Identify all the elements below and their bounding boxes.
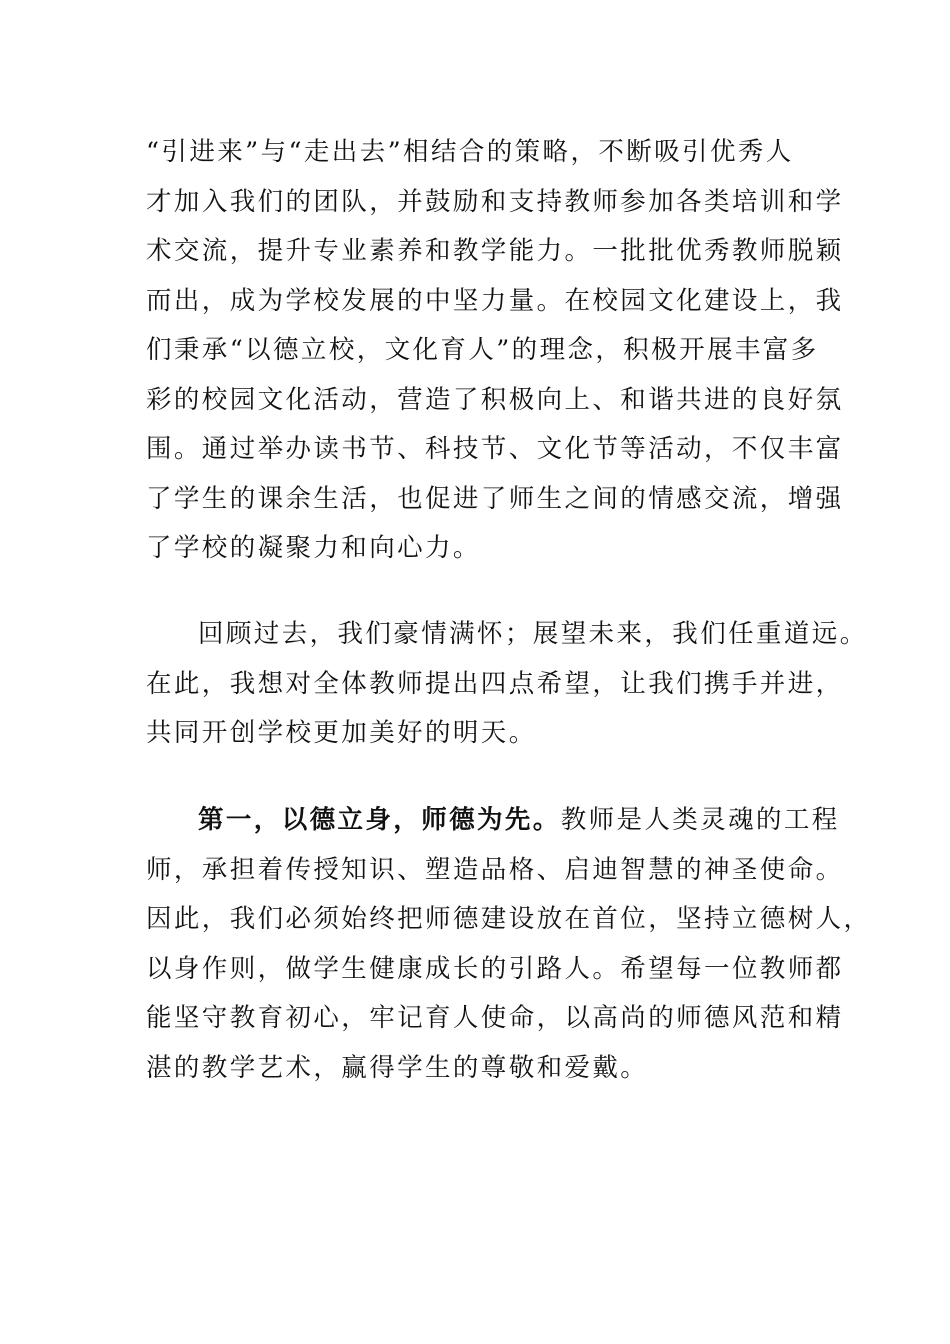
text-line: 术交流，提升专业素养和教学能力。一批批优秀教师脱颖 xyxy=(146,236,844,266)
text-run: 教师是人类灵魂的工程 xyxy=(560,805,840,835)
text-line: 湛的教学艺术，赢得学生的尊敬和爱戴。 xyxy=(146,1052,649,1083)
paragraph-first-hope xyxy=(146,796,872,1093)
text-line: 在此，我想对全体教师提出四点希望，让我们携手并进， xyxy=(146,668,844,699)
text-line: “引进来”与“走出去”相结合的策略，不断吸引优秀人 xyxy=(146,137,794,167)
text-line xyxy=(146,796,840,846)
paragraph-looking-ahead xyxy=(146,610,868,759)
paragraph-talent-and-culture xyxy=(146,128,844,574)
text-line: 了学校的凝聚力和向心力。 xyxy=(146,533,481,563)
text-line: 了学生的课余生活，也促进了师生之间的情感交流，增强 xyxy=(146,483,844,514)
text-line: 能坚守教育初心，牢记育人使命，以高尚的师德风范和精 xyxy=(146,1003,844,1033)
text-line: 以身作则，做学生健康成长的引路人。希望每一位教师都 xyxy=(146,953,844,984)
text-line: 师，承担着传授知识、塑造品格、启迪智慧的神圣使命。 xyxy=(146,854,844,885)
text-line: 才加入我们的团队，并鼓励和支持教师参加各类培训和学 xyxy=(146,186,844,217)
text-line: 因此，我们必须始终把师德建设放在首位，坚持立德树人， xyxy=(146,904,872,934)
text-line: 彩的校园文化活动，营造了积极向上、和谐共进的良好氛 xyxy=(146,384,844,415)
text-line: 围。通过举办读书节、科技节、文化节等活动，不仅丰富 xyxy=(146,434,844,464)
section-heading: 第一，以德立身，师德为先。 xyxy=(198,805,561,835)
text-line: 而出，成为学校发展的中坚力量。在校园文化建设上，我 xyxy=(146,285,844,316)
text-line: 回顾过去，我们豪情满怀；展望未来，我们任重道远。 xyxy=(198,619,868,649)
text-line: 共同开创学校更加美好的明天。 xyxy=(146,718,537,748)
text-line: 们秉承“以德立校，文化育人”的理念，积极开展丰富多 xyxy=(146,335,819,365)
